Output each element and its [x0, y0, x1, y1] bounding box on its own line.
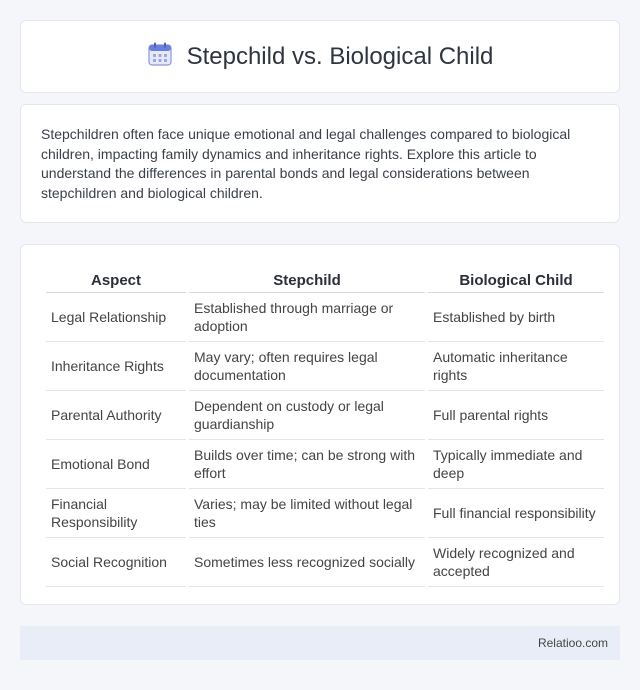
cell-aspect: Social Recognition: [46, 538, 186, 587]
page-title: Stepchild vs. Biological Child: [186, 42, 494, 70]
cell-biological-child: Established by birth: [428, 293, 604, 342]
cell-biological-child: Typically immediate and deep: [428, 440, 604, 489]
cell-aspect: Financial Responsibility: [46, 489, 186, 538]
cell-stepchild: Builds over time; can be strong with effort: [189, 440, 425, 489]
table-row: [46, 489, 604, 538]
column-header-stepchild: Stepchild: [189, 261, 425, 293]
cell-aspect: Emotional Bond: [46, 440, 186, 489]
title-card: [20, 20, 620, 93]
cell-stepchild: Sometimes less recognized socially: [189, 538, 425, 587]
cell-biological-child: Full parental rights: [428, 391, 604, 440]
cell-stepchild: Dependent on custody or legal guardianship: [189, 391, 425, 440]
cell-aspect: Inheritance Rights: [46, 342, 186, 391]
cell-aspect: Parental Authority: [46, 391, 186, 440]
cell-stepchild: Established through marriage or adoption: [189, 293, 425, 342]
calendar-icon: [147, 41, 173, 72]
table-row: [46, 538, 604, 587]
cell-biological-child: Widely recognized and accepted: [428, 538, 604, 587]
table-row: [46, 391, 604, 440]
intro-card: [20, 104, 620, 223]
comparison-table: [43, 261, 607, 587]
intro-text: Stepchildren often face unique emotional and legal challenges compared to biological children, impacting family dynamics and inheritance rights. Explore this article to understand the differences in parental bonds and legal considerations between stepchildren and biological children.: [41, 126, 571, 201]
cell-aspect: Legal Relationship: [46, 293, 186, 342]
comparison-card: [20, 244, 620, 605]
footer: [20, 626, 620, 660]
cell-stepchild: May vary; often requires legal documentation: [189, 342, 425, 391]
cell-biological-child: Automatic inheritance rights: [428, 342, 604, 391]
column-header-aspect: Aspect: [46, 261, 186, 293]
cell-biological-child: Full financial responsibility: [428, 489, 604, 538]
table-row: [46, 293, 604, 342]
column-header-biological-child: Biological Child: [428, 261, 604, 293]
table-row: [46, 440, 604, 489]
table-header-row: [46, 261, 604, 293]
footer-brand: Relatioo.com: [537, 636, 608, 650]
cell-stepchild: Varies; may be limited without legal ties: [189, 489, 425, 538]
table-row: [46, 342, 604, 391]
